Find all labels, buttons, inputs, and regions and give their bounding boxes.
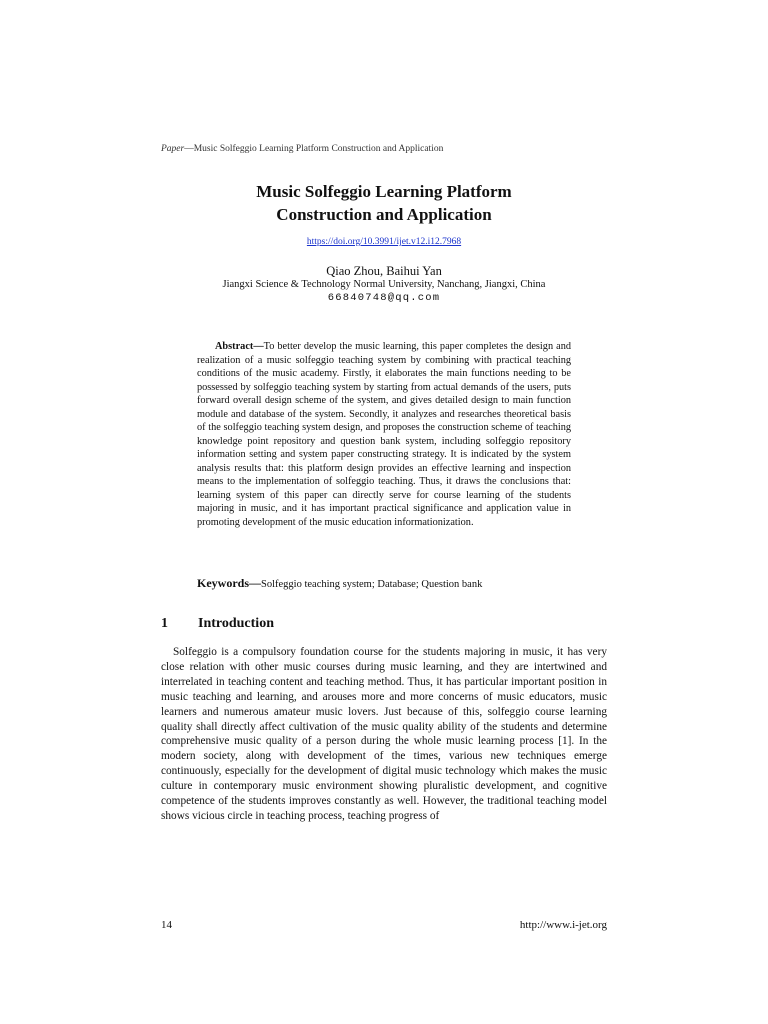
keywords	[197, 576, 482, 591]
section-title: Introduction	[198, 616, 274, 631]
keywords-label: Keywords—	[197, 576, 261, 590]
keywords-text: Solfeggio teaching system; Database; Question bank	[261, 579, 483, 590]
abstract	[197, 340, 571, 529]
page-number: 14	[161, 919, 172, 931]
author-email: 66840748@qq.com	[327, 292, 441, 304]
doi-link[interactable]: https://doi.org/10.3991/ijet.v12.i12.7968	[306, 237, 462, 247]
abstract-text: To better develop the music learning, this paper completes the design and realization of a music solfeggio teaching system by combining with practical teaching conditions of the music academy. Firstly, it elaborates the main functions needing to be possessed by solfeggio teaching system by starting from actual demands of the users, puts forward overall design scheme of the system, and gives detailed design to main function module and database of the system. Secondly, it analyzes and researches theoretical basis of the solfeggio teaching system design, and proposes the construction scheme of teaching knowledge point repository and question bank system, including solfeggio repository information setting and system paper constructing strategy. It is indicated by the system analysis results that: this platform design provides an effective learning and inspection means to the implementation of solfeggio teaching. Thus, it draws the conclusions that: learning system of this paper can directly serve for course learning of the students majoring in music, and it has important practical significance and application value in promoting development of the music education informationization.	[197, 341, 571, 528]
paper-title-line2: Construction and Application	[276, 205, 492, 224]
abstract-label: Abstract—	[215, 341, 264, 352]
paper-title-line1: Music Solfeggio Learning Platform	[256, 182, 512, 201]
paper-title	[0, 180, 768, 226]
intro-paragraph: Solfeggio is a compulsory foundation course for the students majoring in music, it has very close relation with other music courses during music learning, and they are intertwined and interrelated in teaching content and teaching method. Thus, it has particular important position in music teaching and learning, and arouses more and more concerns of music educators, music learners and numerous amateur music lovers. Just because of this, solfeggio course learning quality shall directly affect cultivation of the music quality ability of the students and determine comprehensive music quality of a person during the whole music learning process [1]. In the modern society, along with development of the times, various new techniques emerge continuously, especially for the development of digital music technology which makes the music culture in contemporary music environment showing pluralistic development, and cognitive competence of the students improves constantly as well. However, the traditional teaching model shows vicious circle in teaching process, teaching progress of	[161, 646, 607, 822]
affiliation: Jiangxi Science & Technology Normal University, Nanchang, Jiangxi, China	[222, 279, 546, 290]
running-head-text: —Music Solfeggio Learning Platform Construction and Application	[184, 144, 444, 154]
running-head	[161, 144, 443, 154]
section-number: 1	[161, 616, 168, 631]
footer-site-link[interactable]: http://www.i-jet.org	[519, 919, 607, 931]
running-head-label: Paper	[161, 144, 185, 154]
authors: Qiao Zhou, Baihui Yan	[326, 264, 442, 278]
